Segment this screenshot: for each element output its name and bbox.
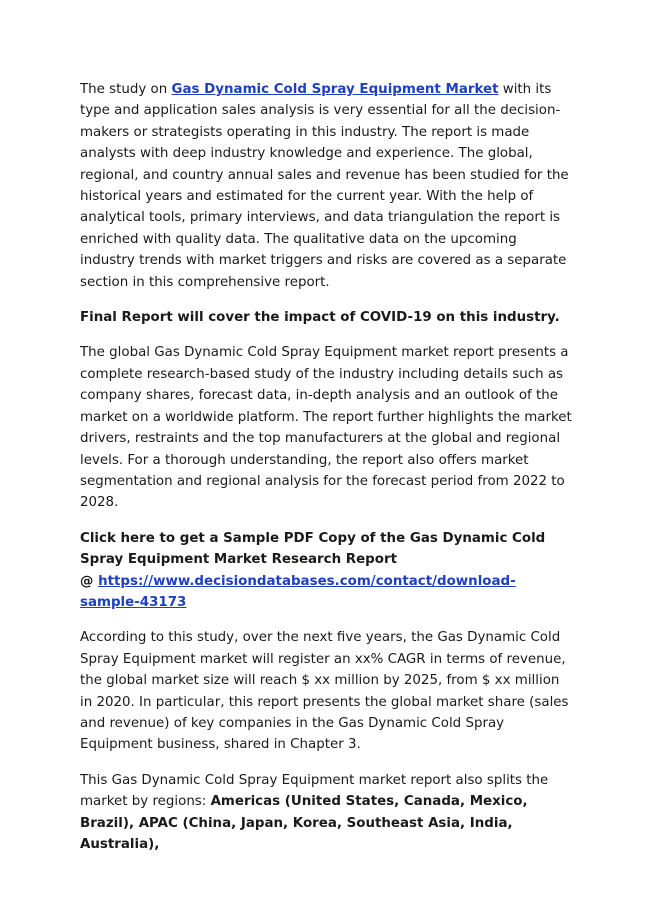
regions-paragraph bbox=[80, 770, 573, 856]
sample-download-link[interactable]: https://www.decisiondatabases.com/contact/download-sample-43173 bbox=[80, 573, 516, 610]
sample-heading: Click here to get a Sample PDF Copy of the Gas Dynamic Cold Spray Equipment Market Research Report bbox=[80, 530, 546, 568]
regions-intro: This Gas Dynamic Cold Spray Equipment market report also splits the market by regions: bbox=[80, 772, 549, 810]
regions-list: Americas (United States, Canada, Mexico, Brazil), APAC (China, Japan, Korea, Southeast Asia, India, Australia), bbox=[80, 794, 528, 852]
market-report-link[interactable]: Gas Dynamic Cold Spray Equipment Market bbox=[171, 82, 499, 97]
overview-paragraph: The global Gas Dynamic Cold Spray Equipment market report presents a complete research-based study of the industry including details such as company shares, forecast data, in-depth analysis and an outlook of the market on a worldwide platform. The report further highlights the market drivers, restraints and the top manufacturers at the global and regional levels. For a thorough understanding, the report also offers market segmentation and regional analysis for the forecast period from 2022 to 2028. bbox=[80, 345, 572, 511]
intro-text-after-link: with its type and application sales analysis is very essential for all the decision-makers or strategists operating in this industry. The report is made analysts with deep industry knowledge and experience. The global, regional, and country annual sales and revenue has been studied for the historical years and estimated for the current year. With the help of analytical tools, primary interviews, and data triangulation the report is enriched with quality data. The qualitative data on the upcoming industry trends with market triggers and risks are covered as a separate section in this comprehensive report. bbox=[80, 82, 569, 290]
intro-paragraph bbox=[80, 79, 573, 293]
document-page bbox=[80, 79, 573, 869]
intro-text-before-link: The study on bbox=[80, 82, 172, 97]
forecast-paragraph: According to this study, over the next five years, the Gas Dynamic Cold Spray Equipment market will register an xx% CAGR in terms of revenue, the global market size will reach $ xx million by 2025, from $ xx million in 2020. In particular, this report presents the global market share (sales and revenue) of key companies in the Gas Dynamic Cold Spray Equipment business, shared in Chapter 3. bbox=[80, 630, 569, 753]
sample-at-symbol: @ bbox=[80, 573, 99, 589]
sample-request-block bbox=[80, 528, 573, 614]
covid-note: Final Report will cover the impact of COVID-19 on this industry. bbox=[80, 310, 560, 326]
